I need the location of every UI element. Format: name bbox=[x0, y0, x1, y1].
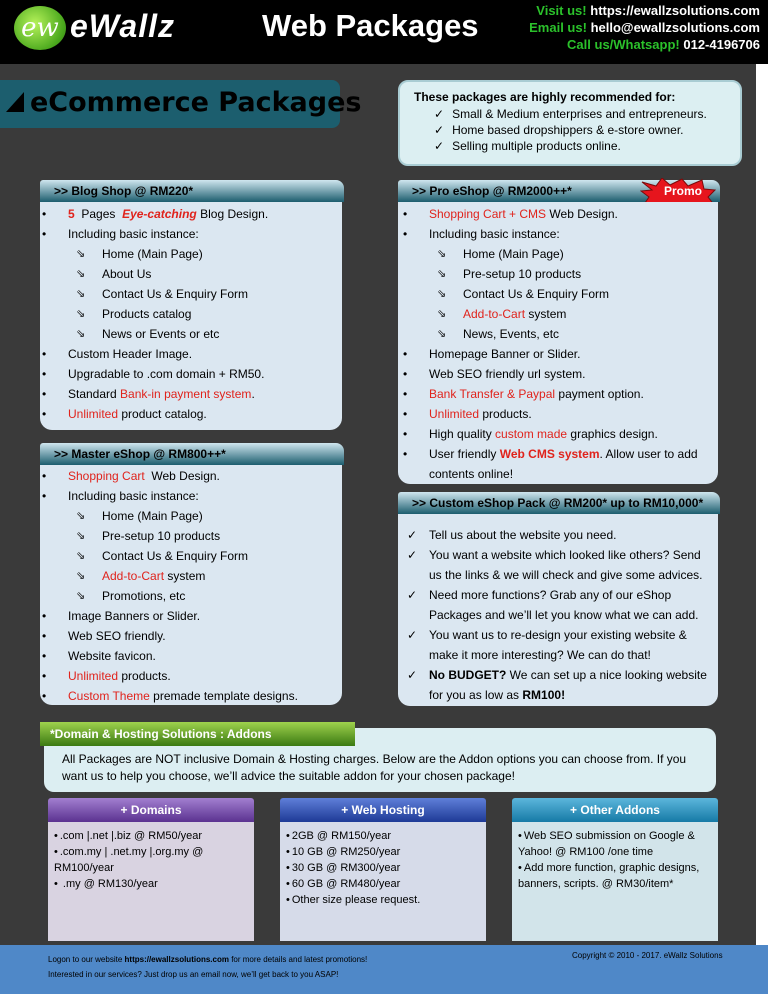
other-addon-item: • Add more function, graphic designs, banners, scripts. @ RM30/item* bbox=[518, 860, 712, 892]
contact-info bbox=[529, 2, 760, 53]
sub-item: ⇘ Home (Main Page) bbox=[42, 244, 338, 264]
addons-tab: *Domain & Hosting Solutions : Addons bbox=[40, 722, 355, 746]
blog-shop-tab: >> Blog Shop @ RM220* bbox=[40, 180, 344, 202]
blog-shop-list bbox=[68, 204, 338, 424]
domain-item: • .com |.net |.biz @ RM50/year bbox=[54, 828, 248, 844]
copyright: Copyright © 2010 - 2017. eWallz Solutions bbox=[572, 951, 723, 960]
sub-item: ⇘ Promotions, etc bbox=[42, 586, 338, 606]
check-item-continued: Packages and we’ll let you know what we can add. bbox=[429, 608, 699, 622]
sub-item: ⇘ Pre-setup 10 products bbox=[403, 264, 719, 284]
list-item: • Image Banners or Slider. bbox=[68, 606, 338, 626]
phone-label: Call us/Whatsapp! bbox=[567, 37, 680, 52]
domains-column bbox=[48, 798, 254, 941]
pro-eshop-list bbox=[429, 204, 719, 484]
sub-item: ⇘ Add-to-Cart system bbox=[42, 566, 338, 586]
recommend-panel bbox=[398, 80, 742, 166]
recommend-heading: These packages are highly recommended for: bbox=[414, 90, 676, 104]
hosting-item: • 30 GB @ RM300/year bbox=[286, 860, 480, 876]
list-item: • Website favicon. bbox=[68, 646, 338, 666]
check-item: ✓ You want a website which looked like others? Send bbox=[407, 548, 701, 562]
check-item: ✓ No BUDGET? We can set up a nice looking website bbox=[407, 668, 707, 682]
email-label: Email us! bbox=[529, 20, 587, 35]
check-item-continued: make it more interesting? We can do that! bbox=[429, 648, 651, 662]
other-addons-column bbox=[512, 798, 718, 941]
hosting-item: • Other size please request. bbox=[286, 892, 480, 908]
custom-eshop-list bbox=[407, 525, 719, 705]
list-item: • Web SEO friendly. bbox=[68, 626, 338, 646]
recommend-item: ✓ Small & Medium enterprises and entrepreneurs. bbox=[434, 106, 740, 122]
list-item: • High quality custom made graphics design. bbox=[429, 424, 719, 444]
other-addons-header: + Other Addons bbox=[512, 798, 718, 822]
section-title: eCommerce Packages bbox=[30, 87, 362, 118]
domains-header: + Domains bbox=[48, 798, 254, 822]
list-item: • Unlimited product catalog. bbox=[68, 404, 338, 424]
list-item: • Unlimited products. bbox=[429, 404, 719, 424]
list-item: • Shopping Cart + CMS Web Design. bbox=[429, 204, 719, 224]
check-item-continued: for you as low as RM100! bbox=[429, 688, 566, 702]
addons-intro: All Packages are NOT inclusive Domain & Hosting charges. Below are the Addon options you can choose from. If you want us to help you choose, we’ll advice the suitable addon for your chosen package! bbox=[62, 752, 687, 783]
sub-item: ⇘ Pre-setup 10 products bbox=[42, 526, 338, 546]
domain-item: • .com.my | .net.my |.org.my @ RM100/year bbox=[54, 844, 248, 876]
check-item-continued: us the links & we will check and give some advices. bbox=[429, 568, 703, 582]
sub-item: ⇘ Contact Us & Enquiry Form bbox=[403, 284, 719, 304]
list-item: • Custom Theme premade template designs. bbox=[68, 686, 338, 706]
check-item: ✓ You want us to re-design your existing website & bbox=[407, 628, 687, 642]
right-edge-strip bbox=[756, 64, 768, 945]
list-item: • Including basic instance: bbox=[68, 486, 338, 506]
list-item: • Unlimited products. bbox=[68, 666, 338, 686]
list-item: • Bank Transfer & Paypal payment option. bbox=[429, 384, 719, 404]
list-item: • Including basic instance: bbox=[68, 224, 338, 244]
page-title: Web Packages bbox=[262, 8, 479, 43]
check-item: ✓ Tell us about the website you need. bbox=[407, 528, 617, 542]
list-item: • Custom Header Image. bbox=[68, 344, 338, 364]
recommend-item: ✓ Selling multiple products online. bbox=[434, 138, 740, 154]
logo-text[interactable]: eWallz bbox=[70, 8, 175, 44]
list-item: • Including basic instance: bbox=[429, 224, 719, 244]
domain-item: • .my @ RM130/year bbox=[54, 876, 248, 892]
sub-item: ⇘ Add-to-Cart system bbox=[403, 304, 719, 324]
sub-item: ⇘ Home (Main Page) bbox=[403, 244, 719, 264]
triangle-icon bbox=[6, 92, 24, 112]
check-item: ✓ Need more functions? Grab any of our eShop bbox=[407, 588, 672, 602]
pro-eshop-tab: >> Pro eShop @ RM2000++* bbox=[398, 180, 720, 202]
other-addon-item: • Web SEO submission on Google & Yahoo! @ RM100 /one time bbox=[518, 828, 712, 860]
sub-item: ⇘ Contact Us & Enquiry Form bbox=[42, 546, 338, 566]
list-item: • Standard Bank-in payment system. bbox=[68, 384, 338, 404]
other-addons-body bbox=[512, 822, 718, 941]
footer-text: Logon to our website https://ewallzsolutions.com for more details and latest promotions! Interested in our services? Just drop us an email now, we’ll get back to you ASAP! bbox=[48, 955, 368, 979]
email-link[interactable]: hello@ewallzsolutions.com bbox=[590, 20, 760, 35]
sub-item: ⇘ Contact Us & Enquiry Form bbox=[42, 284, 338, 304]
hosting-item: • 60 GB @ RM480/year bbox=[286, 876, 480, 892]
master-eshop-list bbox=[68, 466, 338, 706]
website-link[interactable]: https://ewallzsolutions.com bbox=[590, 3, 760, 18]
sub-item: ⇘ Home (Main Page) bbox=[42, 506, 338, 526]
list-item: • Web SEO friendly url system. bbox=[429, 364, 719, 384]
custom-eshop-tab: >> Custom eShop Pack @ RM200* up to RM10,000* bbox=[398, 492, 720, 514]
sub-item: ⇘ About Us bbox=[42, 264, 338, 284]
sub-item: ⇘ News or Events or etc bbox=[42, 324, 338, 344]
hosting-body bbox=[280, 822, 486, 941]
hosting-column bbox=[280, 798, 486, 941]
phone-number[interactable]: 012-4196706 bbox=[683, 37, 760, 52]
footer-website-link[interactable]: https://ewallzsolutions.com bbox=[124, 955, 229, 964]
logo-icon[interactable]: ew bbox=[14, 6, 66, 50]
sub-item: ⇘ Products catalog bbox=[42, 304, 338, 324]
list-item: • Shopping Cart Web Design. bbox=[68, 466, 338, 486]
list-item: • User friendly Web CMS system. Allow user to add bbox=[429, 444, 719, 464]
hosting-item: • 2GB @ RM150/year bbox=[286, 828, 480, 844]
promo-label: Promo bbox=[664, 184, 703, 198]
list-item-continued: contents online! bbox=[429, 467, 514, 481]
list-item: • Homepage Banner or Slider. bbox=[429, 344, 719, 364]
hosting-item: • 10 GB @ RM250/year bbox=[286, 844, 480, 860]
list-item: • Upgradable to .com domain + RM50. bbox=[68, 364, 338, 384]
domains-body bbox=[48, 822, 254, 941]
list-item: • 5 Pages Eye-catching Blog Design. bbox=[68, 204, 338, 224]
master-eshop-tab: >> Master eShop @ RM800++* bbox=[40, 443, 344, 465]
visit-label: Visit us! bbox=[536, 3, 587, 18]
recommend-item: ✓ Home based dropshippers & e-store owner. bbox=[434, 122, 740, 138]
hosting-header: + Web Hosting bbox=[280, 798, 486, 822]
sub-item: ⇘ News, Events, etc bbox=[403, 324, 719, 344]
